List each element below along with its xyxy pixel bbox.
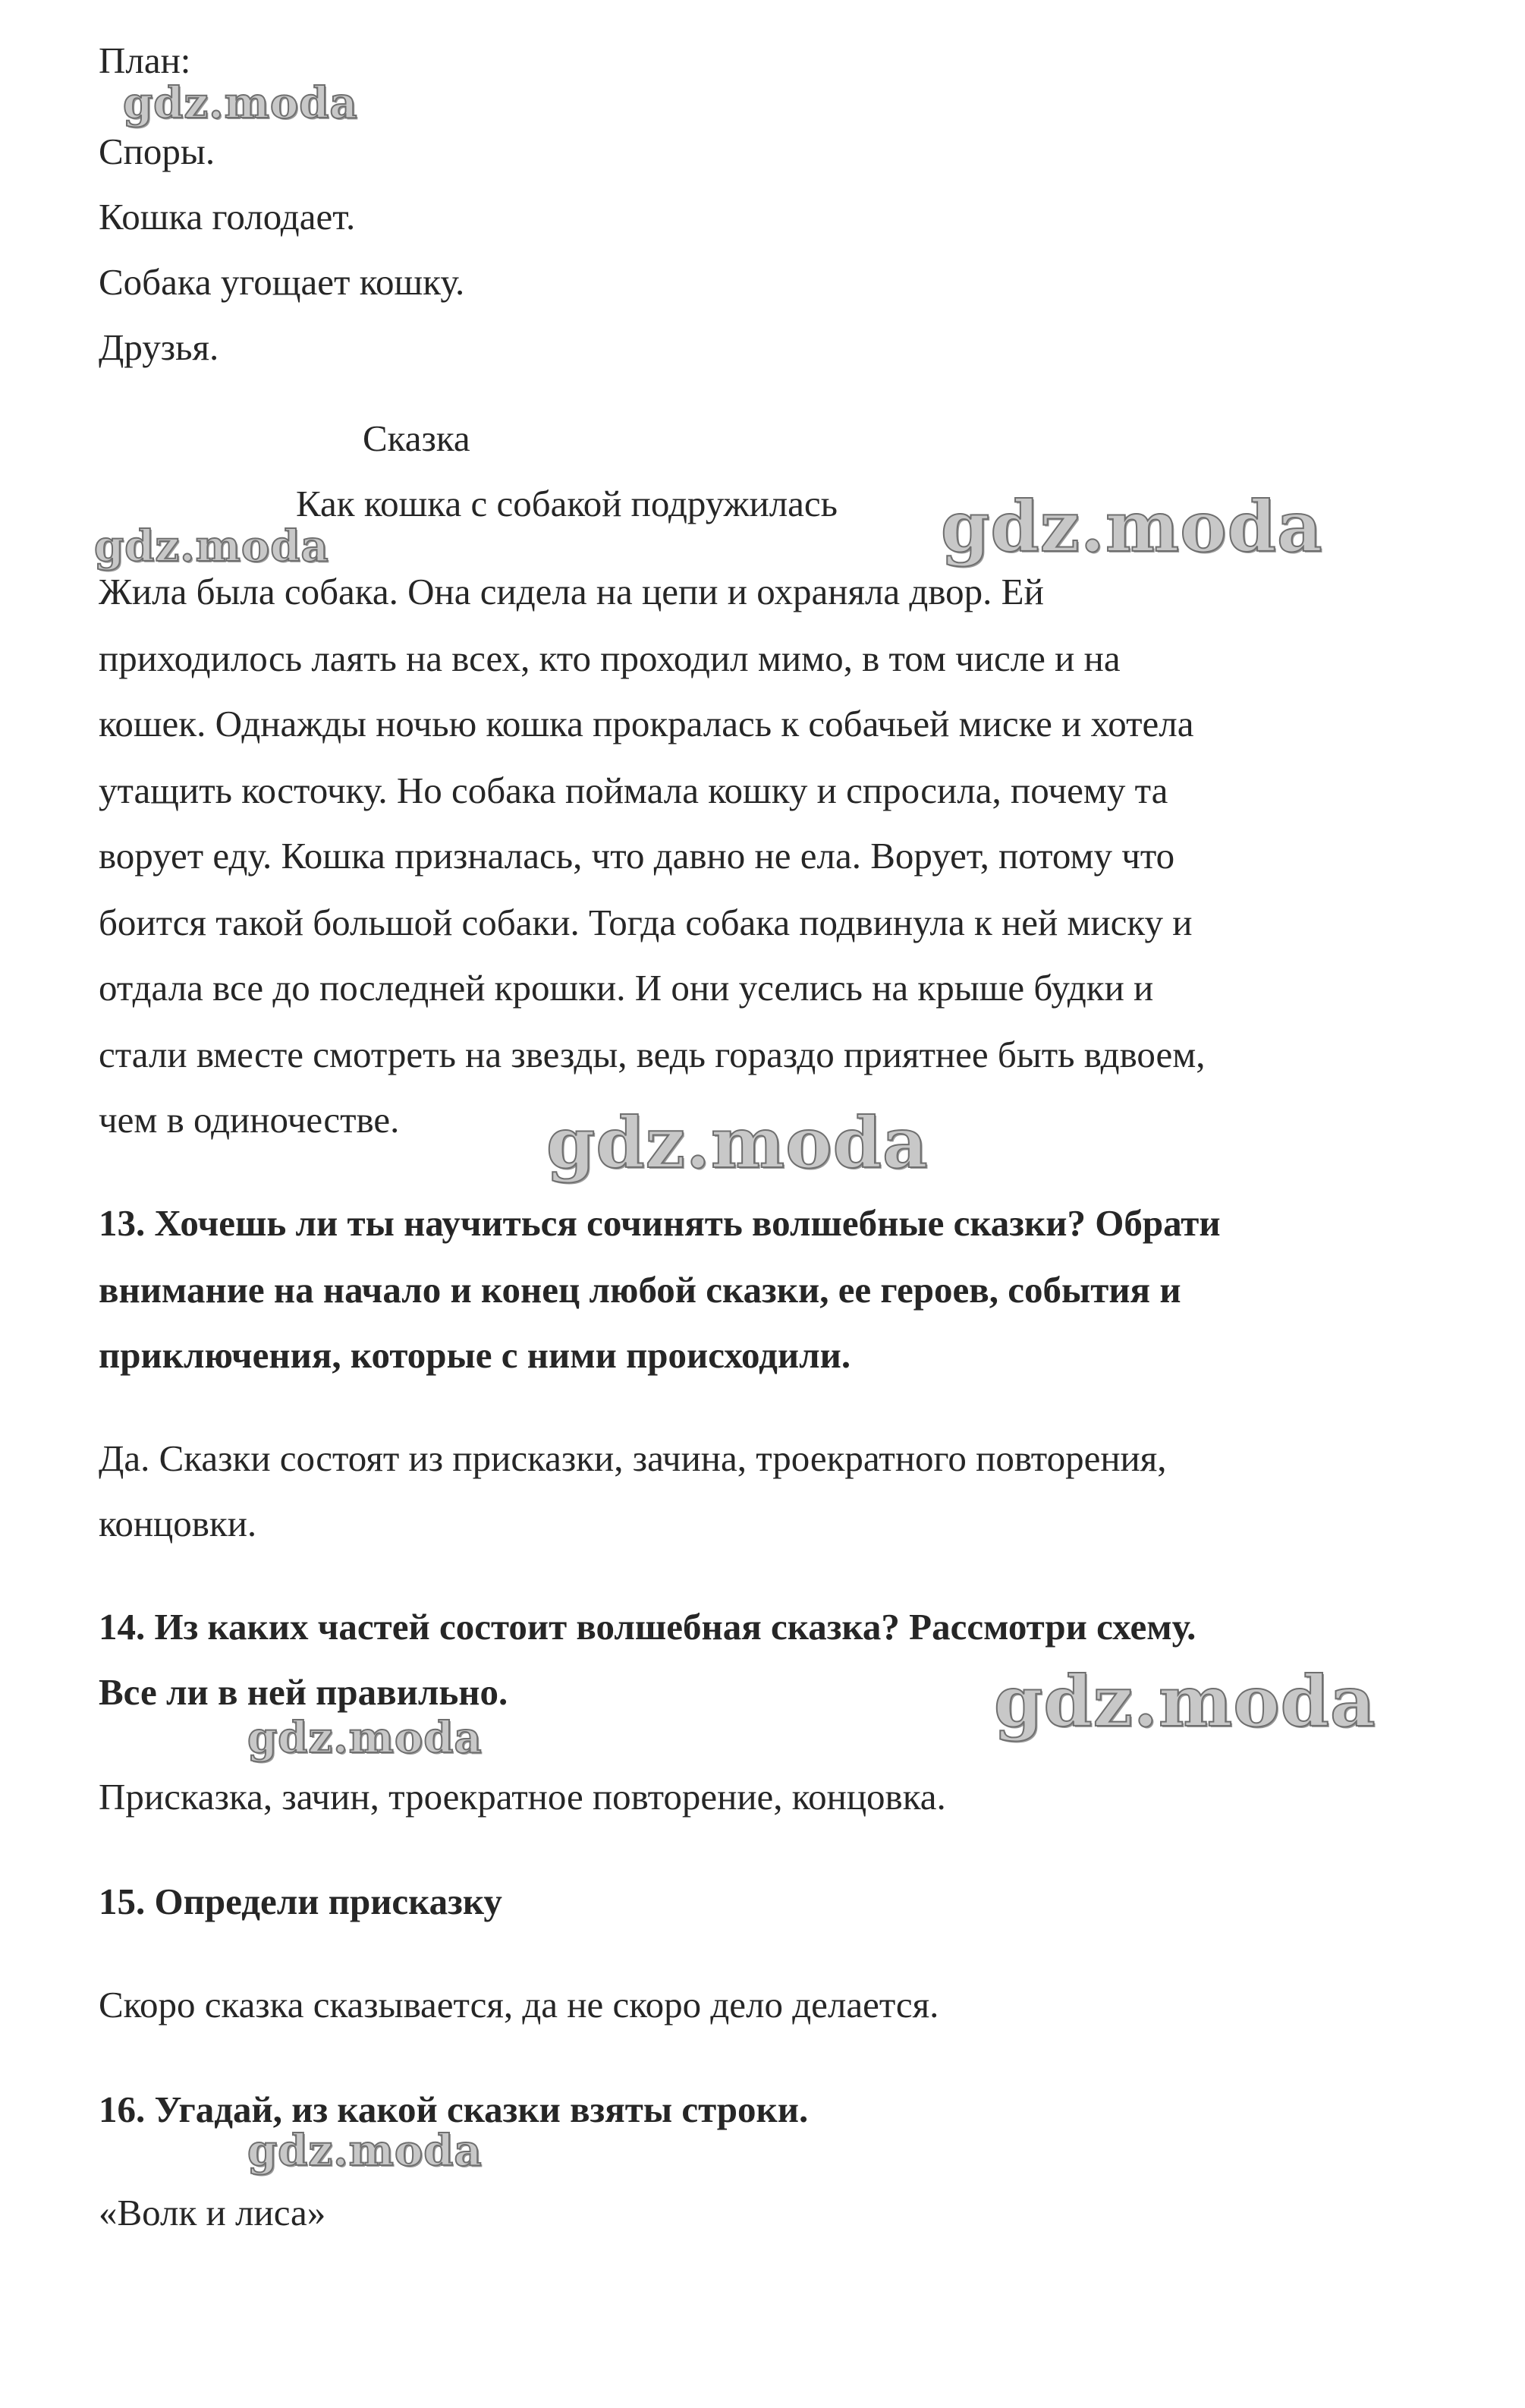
q16-question: 16. Угадай, из какой сказки взяты строки.	[99, 2089, 809, 2130]
story-line-1: Жила была собака. Она сидела на цепи и охраняла двор. Ей	[99, 571, 1044, 612]
q15-question: 15. Определи присказку	[99, 1881, 502, 1922]
watermark-logo: gdz.moda	[94, 521, 329, 571]
q13-line-3: приключения, которые с ними происходили.	[99, 1334, 851, 1376]
story-line-6: боится такой большой собаки. Тогда собака подвинула к ней миску и	[99, 902, 1193, 943]
story-line-8: стали вместе смотреть на звезды, ведь гораздо приятнее быть вдвоем,	[99, 1034, 1206, 1075]
plan-item-2: Кошка голодает.	[99, 196, 356, 238]
plan-item-3: Собака угощает кошку.	[99, 261, 465, 303]
watermark-logo: gdz.moda	[994, 1660, 1376, 1742]
story-line-7: отдала все до последней крошки. И они уселись на крыше будки и	[99, 967, 1154, 1009]
story-line-4: утащить косточку. Но собака поймала кошку и спросила, почему та	[99, 770, 1168, 811]
story-line-9: чем в одиночестве.	[99, 1099, 400, 1141]
story-line-3: кошек. Однажды ночью кошка прокралась к собачьей миске и хотела	[99, 703, 1194, 744]
q13-answer-line-1: Да. Сказки состоят из присказки, зачина, троекратного повторения,	[99, 1437, 1167, 1479]
plan-item-4: Друзья.	[99, 326, 219, 368]
story-genre: Сказка	[363, 417, 470, 459]
q14-line-1: 14. Из каких частей состоит волшебная сказка? Рассмотри схему.	[99, 1606, 1196, 1648]
q13-line-1: 13. Хочешь ли ты научиться сочинять волшебные сказки? Обрати	[99, 1202, 1221, 1244]
q14-line-2: Все ли в ней правильно.	[99, 1671, 508, 1713]
plan-item-1: Споры.	[99, 131, 215, 172]
q13-line-2: внимание на начало и конец любой сказки, ее героев, события и	[99, 1269, 1181, 1311]
q16-answer: «Волк и лиса»	[99, 2192, 326, 2233]
watermark-logo: gdz.moda	[247, 1713, 483, 1763]
q13-answer-line-2: концовки.	[99, 1503, 257, 1544]
watermark-logo: gdz.moda	[123, 78, 358, 128]
watermark-logo: gdz.moda	[941, 486, 1323, 568]
watermark-logo: gdz.moda	[247, 2126, 483, 2176]
q14-answer: Присказка, зачин, троекратное повторение, концовка.	[99, 1776, 946, 1818]
story-title: Как кошка с собакой подружилась	[296, 483, 838, 524]
story-line-5: ворует еду. Кошка призналась, что давно не ела. Ворует, потому что	[99, 835, 1175, 877]
watermark-logo: gdz.moda	[546, 1102, 929, 1184]
q15-answer: Скоро сказка сказывается, да не скоро дело делается.	[99, 1984, 939, 2026]
plan-title: План:	[99, 39, 191, 81]
story-line-2: приходилось лаять на всех, кто проходил мимо, в том числе и на	[99, 637, 1121, 679]
